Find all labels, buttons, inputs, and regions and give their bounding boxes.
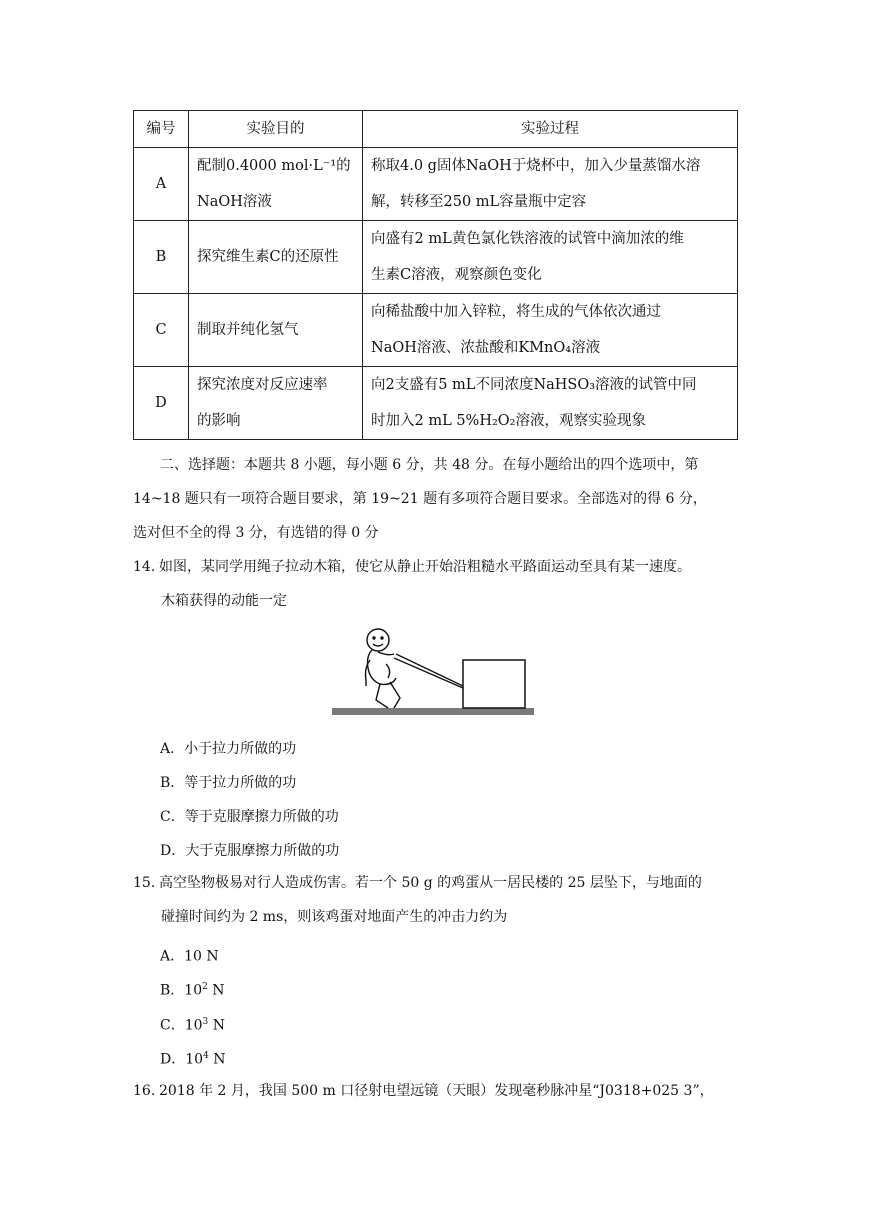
- row-id: A: [134, 148, 189, 221]
- question-number: 15.: [133, 875, 156, 891]
- q14-option-d: D．大于克服摩擦力所做的功: [160, 843, 340, 859]
- question-15: 15. 高空坠物极易对行人造成伤害。若一个 50 g 的鸡蛋从一居民楼的 25 层坠下，与地面的 碰撞时间约为 2 ms，则该鸡蛋对地面产生的冲击力约为: [133, 866, 753, 934]
- question-number: 16.: [133, 1083, 156, 1099]
- experiment-table: [133, 110, 738, 440]
- question-16: 16. 2018 年 2 月，我国 500 m 口径射电望远镜（天眼）发现毫秒脉冲星“J0318+025 3”，: [133, 1074, 753, 1108]
- table-row: [134, 367, 738, 440]
- q14-option-c: C．等于克服摩擦力所做的功: [160, 809, 339, 825]
- table-row: [134, 221, 738, 294]
- table-row: [134, 294, 738, 367]
- ground-surface: [332, 708, 534, 715]
- table-header-row: [134, 111, 738, 148]
- student-figure: [366, 629, 401, 708]
- rope: [396, 654, 463, 686]
- row-purpose: 制取并纯化氢气: [189, 294, 363, 367]
- row-process: 向稀盐酸中加入锌粒，将生成的气体依次通过 NaOH溶液、浓盐酸和KMnO₄溶液: [363, 294, 738, 367]
- row-purpose: 探究浓度对反应速率 的影响: [189, 367, 363, 440]
- pulling-box-figure: [330, 628, 536, 722]
- header-purpose: 实验目的: [189, 111, 363, 148]
- row-id: B: [134, 221, 189, 294]
- q15-option-d: D．$10^4$ N: [160, 1051, 226, 1068]
- question-number: 14.: [133, 559, 156, 575]
- q14-option-b: B．等于拉力所做的功: [160, 775, 297, 791]
- row-process: 称取4.0 g固体NaOH于烧杯中，加入少量蒸馏水溶 解，转移至250 mL容量瓶中定容: [363, 148, 738, 221]
- q15-option-b: B．$10^2$ N: [160, 982, 225, 999]
- row-purpose: 探究维生素C的还原性: [189, 221, 363, 294]
- table-row: [134, 148, 738, 221]
- header-process: 实验过程: [363, 111, 738, 148]
- header-id: 编号: [134, 111, 189, 148]
- row-id: D: [134, 367, 189, 440]
- row-process: 向2支盛有5 mL不同浓度NaHSO₃溶液的试管中同 时加入2 mL 5%H₂O₂溶液，观察实验现象: [363, 367, 738, 440]
- q15-option-c: C．$10^3$ N: [160, 1017, 225, 1034]
- question-14: 14. 如图，某同学用绳子拉动木箱，使它从静止开始沿粗糙水平路面运动至具有某一速度。 木箱获得的动能一定: [133, 550, 753, 618]
- q14-option-a: A．小于拉力所做的功: [160, 741, 297, 757]
- row-purpose: 配制0.4000 mol·L⁻¹的 NaOH溶液: [189, 148, 363, 221]
- wooden-box: [463, 660, 525, 708]
- row-process: 向盛有2 mL黄色氯化铁溶液的试管中滴加浓的维 生素C溶液，观察颜色变化: [363, 221, 738, 294]
- section2-instructions: 二、选择题：本题共 8 小题，每小题 6 分，共 48 分。在每小题给出的四个选项中，第 14~18 题只有一项符合题目要求，第 19~21 题有多项符合题目要求。全部选对的得 6 分， 选对但不全的得 3 分，有选错的得 0 分: [133, 457, 707, 541]
- row-id: C: [134, 294, 189, 367]
- q15-option-a: A．10 N: [160, 948, 219, 965]
